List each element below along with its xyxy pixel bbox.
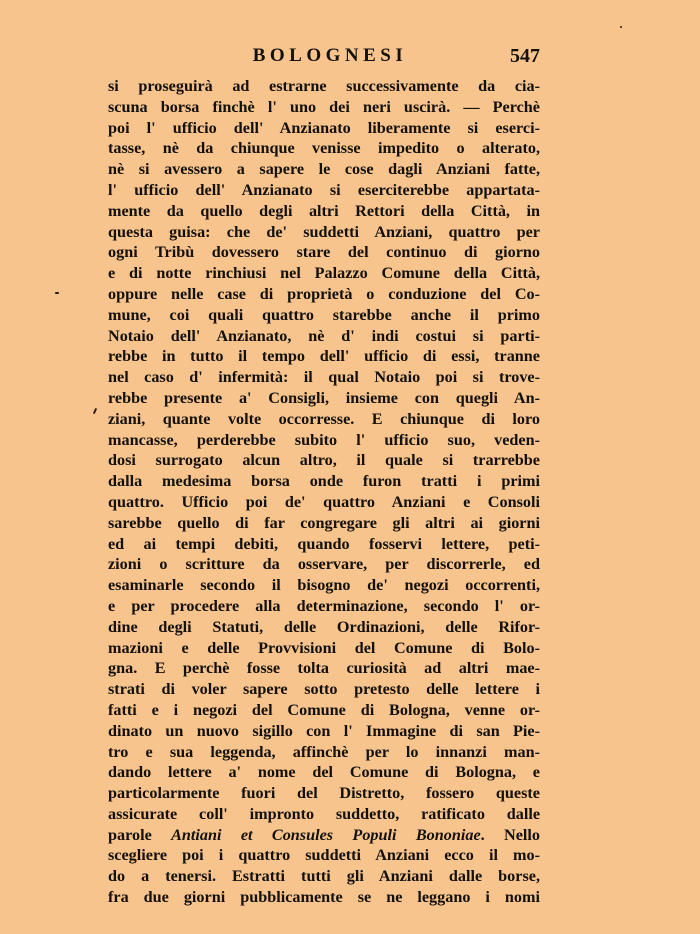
text-line: strati di voler sapere sotto pretesto delle lettere i (108, 680, 540, 699)
text-line: scuna borsa finchè l' uno dei neri uscirà. — Perchè (108, 97, 540, 116)
text-line: dosi surrogato alcun altro, il quale si trarrebbe (108, 451, 540, 470)
text-line: ogni Tribù dovessero stare del continuo di giorno (108, 243, 540, 262)
text-line: fra due giorni pubblicamente se ne leggano i nomi (108, 888, 540, 907)
text-line: rebbe in tutto il tempo dell' ufficio di essi, tranne (108, 347, 540, 366)
running-title: BOLOGNESI (252, 45, 408, 66)
text-line: mazioni e delle Provvisioni del Comune di Bolo- (108, 638, 540, 657)
text-line: assicurate coll' impronto suddetto, ratificato dalle (108, 804, 540, 823)
text-line: questa guisa: che de' suddetti Anziani, quattro per (108, 222, 540, 241)
body-text (108, 76, 540, 908)
text-line: gna. E perchè fosse tolta curiosità ad altri mae- (108, 659, 540, 678)
text-line: Notaio dell' Anzianato, nè d' indi costui si parti- (108, 326, 540, 345)
line-37-before: parole (108, 825, 172, 844)
text-line: mune, coi quali quattro starebbe anche il primo (108, 305, 540, 324)
italic-latin-phrase: Antiani et Consules Populi Bononiae (171, 825, 481, 844)
text-line: nè si avessero a sapere le cose dagli Anziani fatte, (108, 160, 540, 179)
ink-speck (620, 26, 622, 28)
text-line: tro e sua leggenda, affinchè per lo innanzi man- (108, 742, 540, 761)
text-line: ed ai tempi debiti, quando fosservi lettere, peti- (108, 534, 540, 553)
ink-speck (93, 408, 97, 414)
text-line: si proseguirà ad estrarne successivamente da cia- (108, 77, 540, 95)
text-line: nel caso d' infermità: il qual Notaio poi si trove- (108, 368, 540, 387)
text-line: zioni o scritture da osservare, per discorrerle, ed (108, 555, 540, 574)
ink-speck (55, 292, 59, 294)
text-line: dalla medesima borsa onde furon tratti i primi (108, 472, 540, 491)
page-number: 547 (510, 45, 540, 67)
text-line: scegliere poi i quattro suddetti Anziani ecco il mo- (108, 846, 540, 865)
text-line: rebbe presente a' Consigli, insieme con quegli An- (108, 388, 540, 407)
text-line: mancasse, perderebbe subito l' ufficio suo, veden- (108, 430, 540, 449)
text-line: poi l' ufficio dell' Anzianato liberamente si eserci- (108, 118, 540, 137)
text-line: oppure nelle case di proprietà o conduzione del Co- (108, 284, 540, 303)
text-line: mente da quello degli altri Rettori della Città, in (108, 201, 540, 220)
text-line: l' ufficio dell' Anzianato si eserciterebbe appartata- (108, 180, 540, 199)
text-line: quattro. Ufficio poi de' quattro Anziani e Consoli (108, 492, 540, 511)
text-line: e per procedere alla determinazione, secondo l' or- (108, 596, 540, 615)
line-37-after: . Nello (480, 825, 541, 844)
text-line: dinato un nuovo sigillo con l' Immagine di san Pie- (108, 721, 540, 740)
text-line: do a tenersi. Estratti tutti gli Anziani dalle borse, (108, 867, 540, 886)
text-line: particolarmente fuori del Distretto, fossero queste (108, 784, 540, 803)
text-line: esaminarle secondo il bisogno de' negozi occorrenti, (108, 576, 540, 595)
text-line: dando lettere a' nome del Comune di Bologna, e (108, 763, 540, 782)
text-line: ziani, quante volte occorresse. E chiunque di loro (108, 409, 540, 428)
text-line: e di notte rinchiusi nel Palazzo Comune della Città, (108, 264, 540, 283)
running-head (108, 44, 540, 68)
text-line: dine degli Statuti, delle Ordinazioni, delle Rifor- (108, 617, 540, 636)
text-line-with-italic (108, 825, 540, 846)
text-line: tasse, nè da chiunque venisse impedito o alterato, (108, 139, 540, 158)
text-line: fatti e i negozi del Comune di Bologna, venne or- (108, 700, 540, 719)
text-line: sarebbe quello di far congregare gli altri ai giorni (108, 513, 540, 532)
